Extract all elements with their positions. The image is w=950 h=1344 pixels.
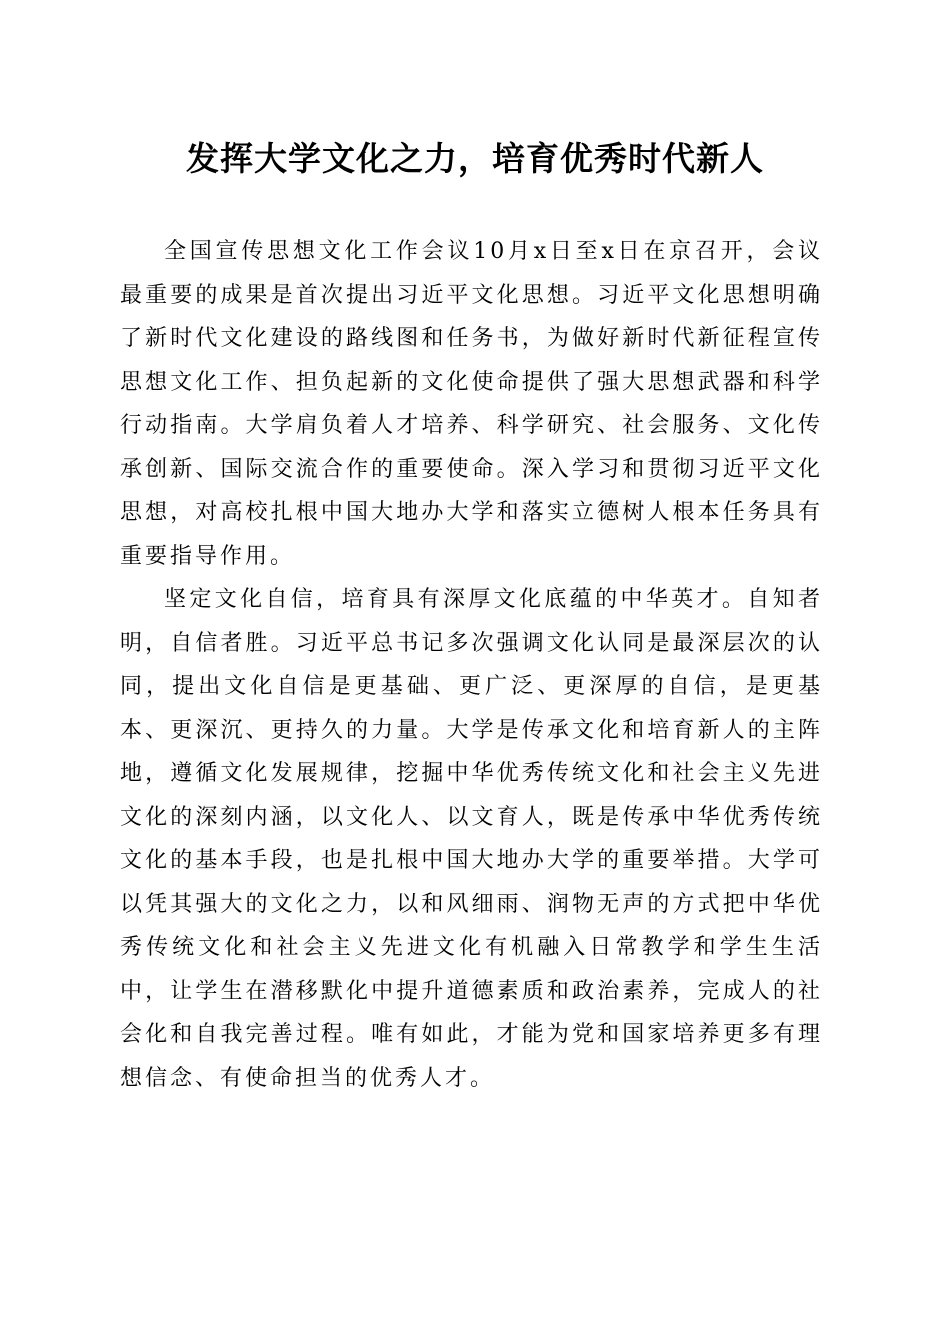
paragraph-1: 全国宣传思想文化工作会议10月x日至x日在京召开，会议最重要的成果是首次提出习近平文化思想。习近平文化思想明确了新时代文化建设的路线图和任务书，为做好新时代新征程宣传思想文化工作、担负起新的文化使命提供了强大思想武器和科学行动指南。大学肩负着人才培养、科学研究、社会服务、文化传承创新、国际交流合作的重要使命。深入学习和贯彻习近平文化思想，对高校扎根中国大地办大学和落实立德树人根本任务具有重要指导作用。 (120, 239, 823, 569)
document-body (120, 230, 823, 1100)
paragraph-2: 坚定文化自信，培育具有深厚文化底蕴的中华英才。自知者明，自信者胜。习近平总书记多次强调文化认同是最深层次的认同，提出文化自信是更基础、更广泛、更深厚的自信，是更基本、更深沉、更持久的力量。大学是传承文化和培育新人的主阵地，遵循文化发展规律，挖掘中华优秀传统文化和社会主义先进文化的深刻内涵，以文化人、以文育人，既是传承中华优秀传统文化的基本手段，也是扎根中国大地办大学的重要举措。大学可以凭其强大的文化之力，以和风细雨、润物无声的方式把中华优秀传统文化和社会主义先进文化有机融入日常教学和学生生活中，让学生在潜移默化中提升道德素质和政治素养，完成人的社会化和自我完善过程。唯有如此，才能为党和国家培养更多有理想信念、有使命担当的优秀人才。 (120, 587, 823, 1091)
document-title: 发挥大学文化之力，培育优秀时代新人 (186, 139, 764, 178)
